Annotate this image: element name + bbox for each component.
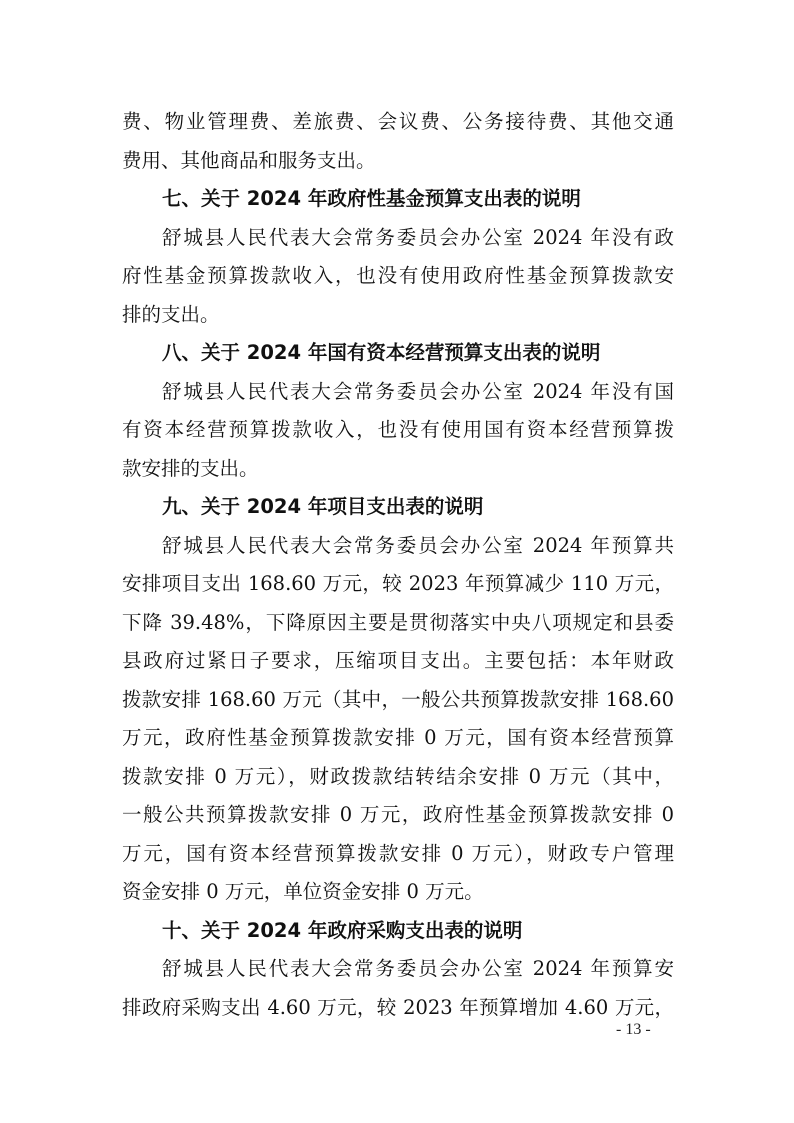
page-number: - 13 - [616,1021,651,1038]
body-text-line: 万元，政府性基金预算拨款安排 0 万元，国有资本经营预算 [122,726,674,749]
body-text-line: 万元，国有资本经营预算拨款安排 0 万元），财政专户管理 [122,841,674,865]
body-text-line: 舒城县人民代表大会常务委员会办公室 2024 年预算安 [162,957,674,980]
body-text-line: 舒城县人民代表大会常务委员会办公室 2024 年预算共 [162,533,674,557]
body-text-line: 舒城县人民代表大会常务委员会办公室 2024 年没有国 [162,379,674,403]
body-text-line: 下降 39.48%，下降原因主要是贯彻落实中央八项规定和县委 [122,610,674,634]
body-text-line: 有资本经营预算拨款收入，也没有使用国有资本经营预算拨 [122,418,674,441]
section-heading: 七、关于 2024 年政府性基金预算支出表的说明 [162,187,581,210]
body-text-line: 拨款安排 0 万元），财政拨款结转结余安排 0 万元（其中， [122,764,674,788]
body-text-line: 府性基金预算拨款收入，也没有使用政府性基金预算拨款安 [122,264,674,287]
body-text-line: 县政府过紧日子要求，压缩项目支出。主要包括：本年财政 [122,649,674,672]
body-text-line: 费用、其他商品和服务支出。 [122,148,376,172]
section-heading: 十、关于 2024 年政府采购支出表的说明 [162,918,523,942]
body-text-line: 费、物业管理费、差旅费、会议费、公务接待费、其他交通 [122,110,674,133]
body-text-line: 拨款安排 168.60 万元（其中，一般公共预算拨款安排 168.60 [122,687,674,711]
section-heading: 九、关于 2024 年项目支出表的说明 [162,495,484,518]
body-text-line: 款安排的支出。 [122,456,259,480]
body-text-line: 舒城县人民代表大会常务委员会办公室 2024 年没有政 [162,225,674,249]
body-text-line: 排政府采购支出 4.60 万元，较 2023 年预算增加 4.60 万元， [122,995,674,1019]
section-heading: 八、关于 2024 年国有资本经营预算支出表的说明 [162,341,601,364]
body-text-line: 一般公共预算拨款安排 0 万元，政府性基金预算拨款安排 0 [122,803,674,826]
body-text-line: 资金安排 0 万元，单位资金安排 0 万元。 [122,880,484,903]
body-text-line: 安排项目支出 168.60 万元，较 2023 年预算减少 110 万元， [122,572,674,595]
body-text-line: 排的支出。 [122,302,220,326]
